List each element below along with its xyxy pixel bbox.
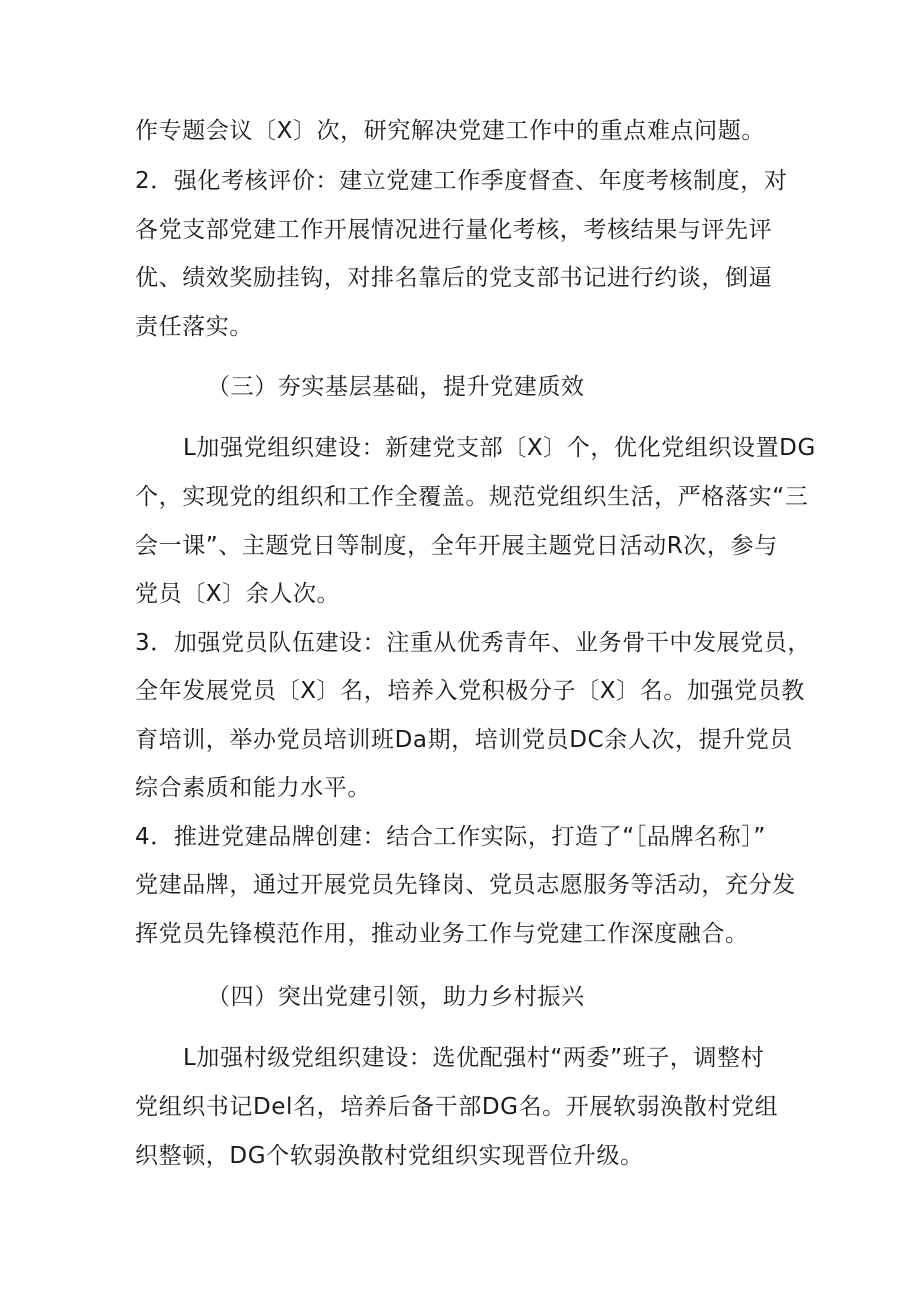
paragraph-line: L加强党组织建设：新建党支部〔X〕个，优化党组织设置DG — [183, 435, 816, 461]
paragraph-line: 全年发展党员〔X〕名，培养入党积极分子〔X〕名。加强党员教 — [135, 678, 805, 704]
paragraph-line: 责任落实。 — [135, 314, 253, 340]
paragraph-line: 4．推进党建品牌创建：结合工作实际，打造了“［品牌名称］” — [135, 824, 766, 850]
paragraph-line: L加强村级党组织建设：选优配强村“两委”班子，调整村 — [183, 1045, 765, 1071]
paragraph-line: 优、绩效奖励挂钩，对排名靠后的党支部书记进行约谈，倒逼 — [135, 265, 773, 291]
paragraph-line: 挥党员先锋模范作用，推动业务工作与党建工作深度融合。 — [135, 921, 749, 947]
paragraph-line: 党组织书记Del名，培养后备干部DG名。开展软弱涣散村党组 — [135, 1094, 779, 1120]
section-heading: （三）夯实基层基础，提升党建质效 — [207, 374, 585, 400]
paragraph-line: 党建品牌，通过开展党员先锋岗、党员志愿服务等活动，充分发 — [135, 872, 796, 898]
paragraph-line: 各党支部党建工作开展情况进行量化考核，考核结果与评先评 — [135, 217, 773, 243]
paragraph-line: 综合素质和能力水平。 — [135, 775, 371, 801]
section-heading: （四）突出党建引领，助力乡村振兴 — [207, 984, 585, 1010]
paragraph-line: 织整顿，DG个软弱涣散村党组织实现晋位升级。 — [135, 1143, 644, 1169]
paragraph-line: 个，实现党的组织和工作全覆盖。规范党组织生活，严格落实“三 — [135, 484, 809, 510]
paragraph-line: 作专题会议〔X〕次，研究解决党建工作中的重点难点问题。 — [135, 118, 765, 144]
paragraph-line: 3．加强党员队伍建设：注重从优秀青年、业务骨干中发展党员， — [135, 630, 812, 656]
paragraph-line: 育培训，举办党员培训班Da期，培训党员DC余人次，提升党员 — [135, 727, 793, 753]
paragraph-line: 党员〔X〕余人次。 — [135, 581, 341, 607]
paragraph-line: 会一课”、主题党日等制度，全年开展主题党日活动R次，参与 — [135, 533, 778, 559]
paragraph-line: 2．强化考核评价：建立党建工作季度督查、年度考核制度，对 — [135, 168, 788, 194]
